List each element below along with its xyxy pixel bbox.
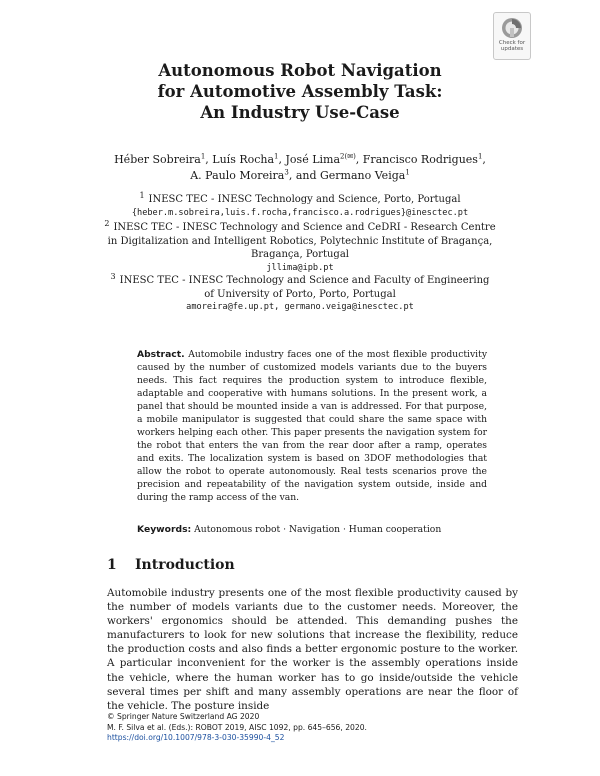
abstract-text: Automobile industry faces one of the most flexible productivity caused by the number of customized models variants due to the buyers needs. This fact requires the production system to introduce flexible, adaptable and cooperative with humans solutions. In the present work, a panel that should be mounted inside a van is addressed. For that purpose, a mobile manipulator is suggested that could share the same space with workers helping each other. This paper presents the navigation system for the robot that enters the van from the rear door after a ramp, operates and exits. The localization system is based on 3DOF methodologies that allow the robot to operate autonomously. Real tests scenarios prove the precision and repeatability of the navigation system outside, inside and during the ramp access of the van. [137,349,488,503]
crossmark-icon [501,17,523,39]
author-name: Francisco Rodrigues [362,153,478,166]
affiliation-email[interactable]: jllima@ipb.pt [266,262,334,273]
keywords-text: Autonomous robot · Navigation · Human cooperation [194,524,442,535]
author-affil-sup: 1 [405,168,410,177]
keywords-label: Keywords: [137,524,192,535]
affiliation-line: INESC TEC - INESC Technology and Science and Faculty of Engineering [119,275,490,286]
affiliation-line: INESC TEC - INESC Technology and Science, Porto, Portugal [148,194,461,205]
body-paragraph: Automobile industry presents one of the most flexible productivity caused by the number of models variants due to the customer needs. Moreover, the workers' ergonomics should be attended. This demanding pushes the manufacturers to look for new solutions that increase the flexibility, reduce the production costs and also finds a better ergonomic posture to the worker. A particular inconvenient for the worker is the assembly operations inside the vehicle, where the human worker has to go inside/outside the vehicle several times per shift and many assembly operations are near the floor of the vehicle. The posture inside [107,587,518,712]
title-line-1: Autonomous Robot Navigation [158,61,442,80]
section-number: 1 [107,557,117,573]
author-affil-sup: 2(✉) [340,152,356,161]
abstract [137,348,487,504]
affiliation-line: of University of Porto, Porto, Portugal [204,288,396,300]
section-heading [107,556,235,574]
author-name: A. Paulo Moreira [190,169,285,182]
citation-line: M. F. Silva et al. (Eds.): ROBOT 2019, AISC 1092, pp. 645–656, 2020. [107,722,367,732]
affiliation-number: 2 [104,218,110,228]
affiliation-number: 1 [139,190,145,200]
page-footer [107,712,527,744]
author-affil-sup: 1 [200,152,206,161]
author-name: Héber Sobreira [114,153,201,166]
copyright-line: © Springer Nature Switzerland AG 2020 [107,712,260,721]
affiliation-number: 3 [110,271,116,281]
doi-link[interactable]: https://doi.org/10.1007/978-3-030-35990-4_52 [107,733,285,742]
affiliation-line: Bragança, Portugal [251,249,349,260]
affiliation-line: in Digitalization and Intelligent Robotics, Polytechnic Institute of Bragança, [107,235,493,247]
author-affil-sup: 1 [477,152,483,161]
author-name: Germano Veiga [320,169,406,182]
badge-line-1: Check for [498,40,526,46]
author-name: Luís Rocha [212,153,275,166]
title-line-3: An Industry Use-Case [200,103,400,122]
title-line-2: for Automotive Assembly Task: [157,82,443,101]
author-conjunction: and [295,169,317,182]
affiliation-3 [80,271,520,315]
section-title: Introduction [135,557,235,573]
author-list: Héber Sobreira$^1$, Luís Rocha$^1$, José Lima$^{2(✉)}$, Francisco Rodrigues$^1$, A. Paulo Moreira$^3$, and Germano Veiga$^1$ [114,152,486,182]
keywords [137,523,487,536]
affiliation-2 [80,218,520,275]
author-affil-sup: 3 [284,168,289,177]
affiliation-1 [80,190,520,220]
affiliation-email[interactable]: amoreira@fe.up.pt, germano.veiga@inesctec.pt [186,302,414,312]
author-name: José Lima [285,153,341,166]
affiliation-email[interactable]: {heber.m.sobreira,luis.f.rocha,francisco.a.rodrigues}@inesctec.pt [131,207,469,218]
author-affil-sup: 1 [274,152,279,161]
badge-line-2: updates [500,46,524,52]
affiliation-line: INESC TEC - INESC Technology and Science and CeDRI - Research Centre [113,222,496,233]
paper-title [0,60,600,123]
check-for-updates-badge[interactable] [493,12,531,60]
abstract-label: Abstract. [137,349,185,360]
